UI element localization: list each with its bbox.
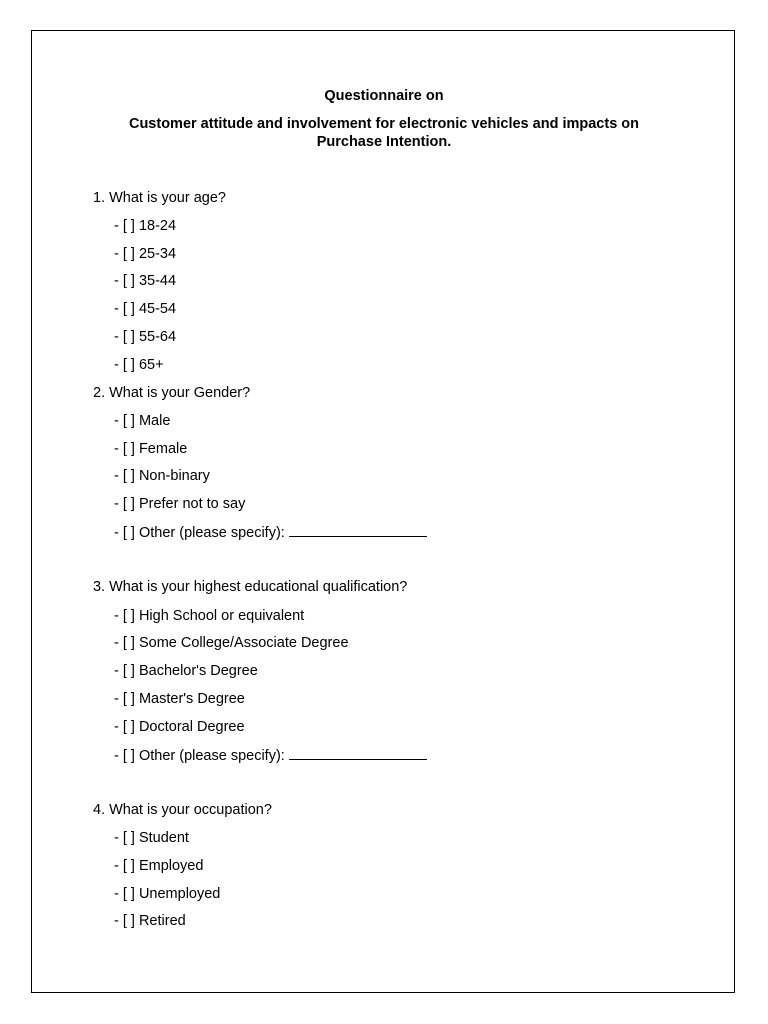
checkbox-icon: - [ ] xyxy=(114,301,135,317)
option-label: 45-54 xyxy=(138,301,177,317)
option-occupation-employed[interactable] xyxy=(114,857,203,875)
option-education-bachelors[interactable] xyxy=(114,662,258,680)
option-label: Prefer not to say xyxy=(138,496,246,512)
questionnaire-heading: Questionnaire on xyxy=(324,88,444,104)
specify-blank-line[interactable] xyxy=(289,746,427,760)
checkbox-icon: - [ ] xyxy=(114,329,135,345)
option-occupation-unemployed[interactable] xyxy=(114,885,220,903)
option-label: Other (please specify): xyxy=(138,525,285,541)
option-label: Master's Degree xyxy=(138,691,245,707)
checkbox-icon: - [ ] xyxy=(114,748,135,764)
option-gender-other[interactable] xyxy=(114,523,427,542)
checkbox-icon: - [ ] xyxy=(114,468,135,484)
checkbox-icon: - [ ] xyxy=(114,663,135,679)
option-age-45-54[interactable] xyxy=(114,300,176,318)
option-label: Doctoral Degree xyxy=(138,719,245,735)
checkbox-icon: - [ ] xyxy=(114,830,135,846)
option-age-55-64[interactable] xyxy=(114,328,176,346)
option-label: Unemployed xyxy=(138,886,221,902)
option-label: High School or equivalent xyxy=(138,608,305,624)
option-label: 18-24 xyxy=(138,218,177,234)
option-label: Male xyxy=(138,413,171,429)
question-age: 1. What is your age? xyxy=(93,190,226,206)
checkbox-icon: - [ ] xyxy=(114,913,135,929)
checkbox-icon: - [ ] xyxy=(114,413,135,429)
option-label: 65+ xyxy=(138,357,164,373)
option-occupation-retired[interactable] xyxy=(114,912,186,930)
option-age-25-34[interactable] xyxy=(114,245,176,263)
specify-blank-line[interactable] xyxy=(289,523,427,537)
checkbox-icon: - [ ] xyxy=(114,218,135,234)
option-gender-non-binary[interactable] xyxy=(114,467,210,485)
option-label: 25-34 xyxy=(138,246,177,262)
checkbox-icon: - [ ] xyxy=(114,525,135,541)
checkbox-icon: - [ ] xyxy=(114,886,135,902)
option-label: Female xyxy=(138,441,188,457)
option-age-65-plus[interactable] xyxy=(114,356,164,374)
questionnaire-subtitle xyxy=(0,115,768,151)
checkbox-icon: - [ ] xyxy=(114,858,135,874)
checkbox-icon: - [ ] xyxy=(114,441,135,457)
option-label: Other (please specify): xyxy=(138,748,285,764)
checkbox-icon: - [ ] xyxy=(114,608,135,624)
option-education-high-school[interactable] xyxy=(114,607,304,625)
option-occupation-student[interactable] xyxy=(114,829,189,847)
subtitle-line-1: Customer attitude and involvement for electronic vehicles and impacts on xyxy=(128,116,640,132)
option-label: Some College/Associate Degree xyxy=(138,635,349,651)
checkbox-icon: - [ ] xyxy=(114,496,135,512)
checkbox-icon: - [ ] xyxy=(114,246,135,262)
option-age-35-44[interactable] xyxy=(114,272,176,290)
option-education-masters[interactable] xyxy=(114,690,245,708)
option-age-18-24[interactable] xyxy=(114,217,176,235)
option-label: Student xyxy=(138,830,189,846)
checkbox-icon: - [ ] xyxy=(114,635,135,651)
option-label: 35-44 xyxy=(138,273,177,289)
option-label: Employed xyxy=(138,858,204,874)
option-education-doctoral[interactable] xyxy=(114,718,245,736)
question-gender: 2. What is your Gender? xyxy=(93,385,251,401)
checkbox-icon: - [ ] xyxy=(114,357,135,373)
option-gender-prefer-not-to-say[interactable] xyxy=(114,495,245,513)
question-occupation: 4. What is your occupation? xyxy=(93,802,272,818)
checkbox-icon: - [ ] xyxy=(114,273,135,289)
option-label: 55-64 xyxy=(138,329,177,345)
option-label: Non-binary xyxy=(138,468,210,484)
checkbox-icon: - [ ] xyxy=(114,691,135,707)
option-gender-female[interactable] xyxy=(114,440,187,458)
checkbox-icon: - [ ] xyxy=(114,719,135,735)
question-education: 3. What is your highest educational qualification? xyxy=(93,579,408,595)
subtitle-line-2: Purchase Intention. xyxy=(316,134,452,150)
option-label: Retired xyxy=(138,913,186,929)
option-education-other[interactable] xyxy=(114,746,427,765)
option-education-some-college[interactable] xyxy=(114,634,349,652)
option-label: Bachelor's Degree xyxy=(138,663,258,679)
option-gender-male[interactable] xyxy=(114,412,170,430)
